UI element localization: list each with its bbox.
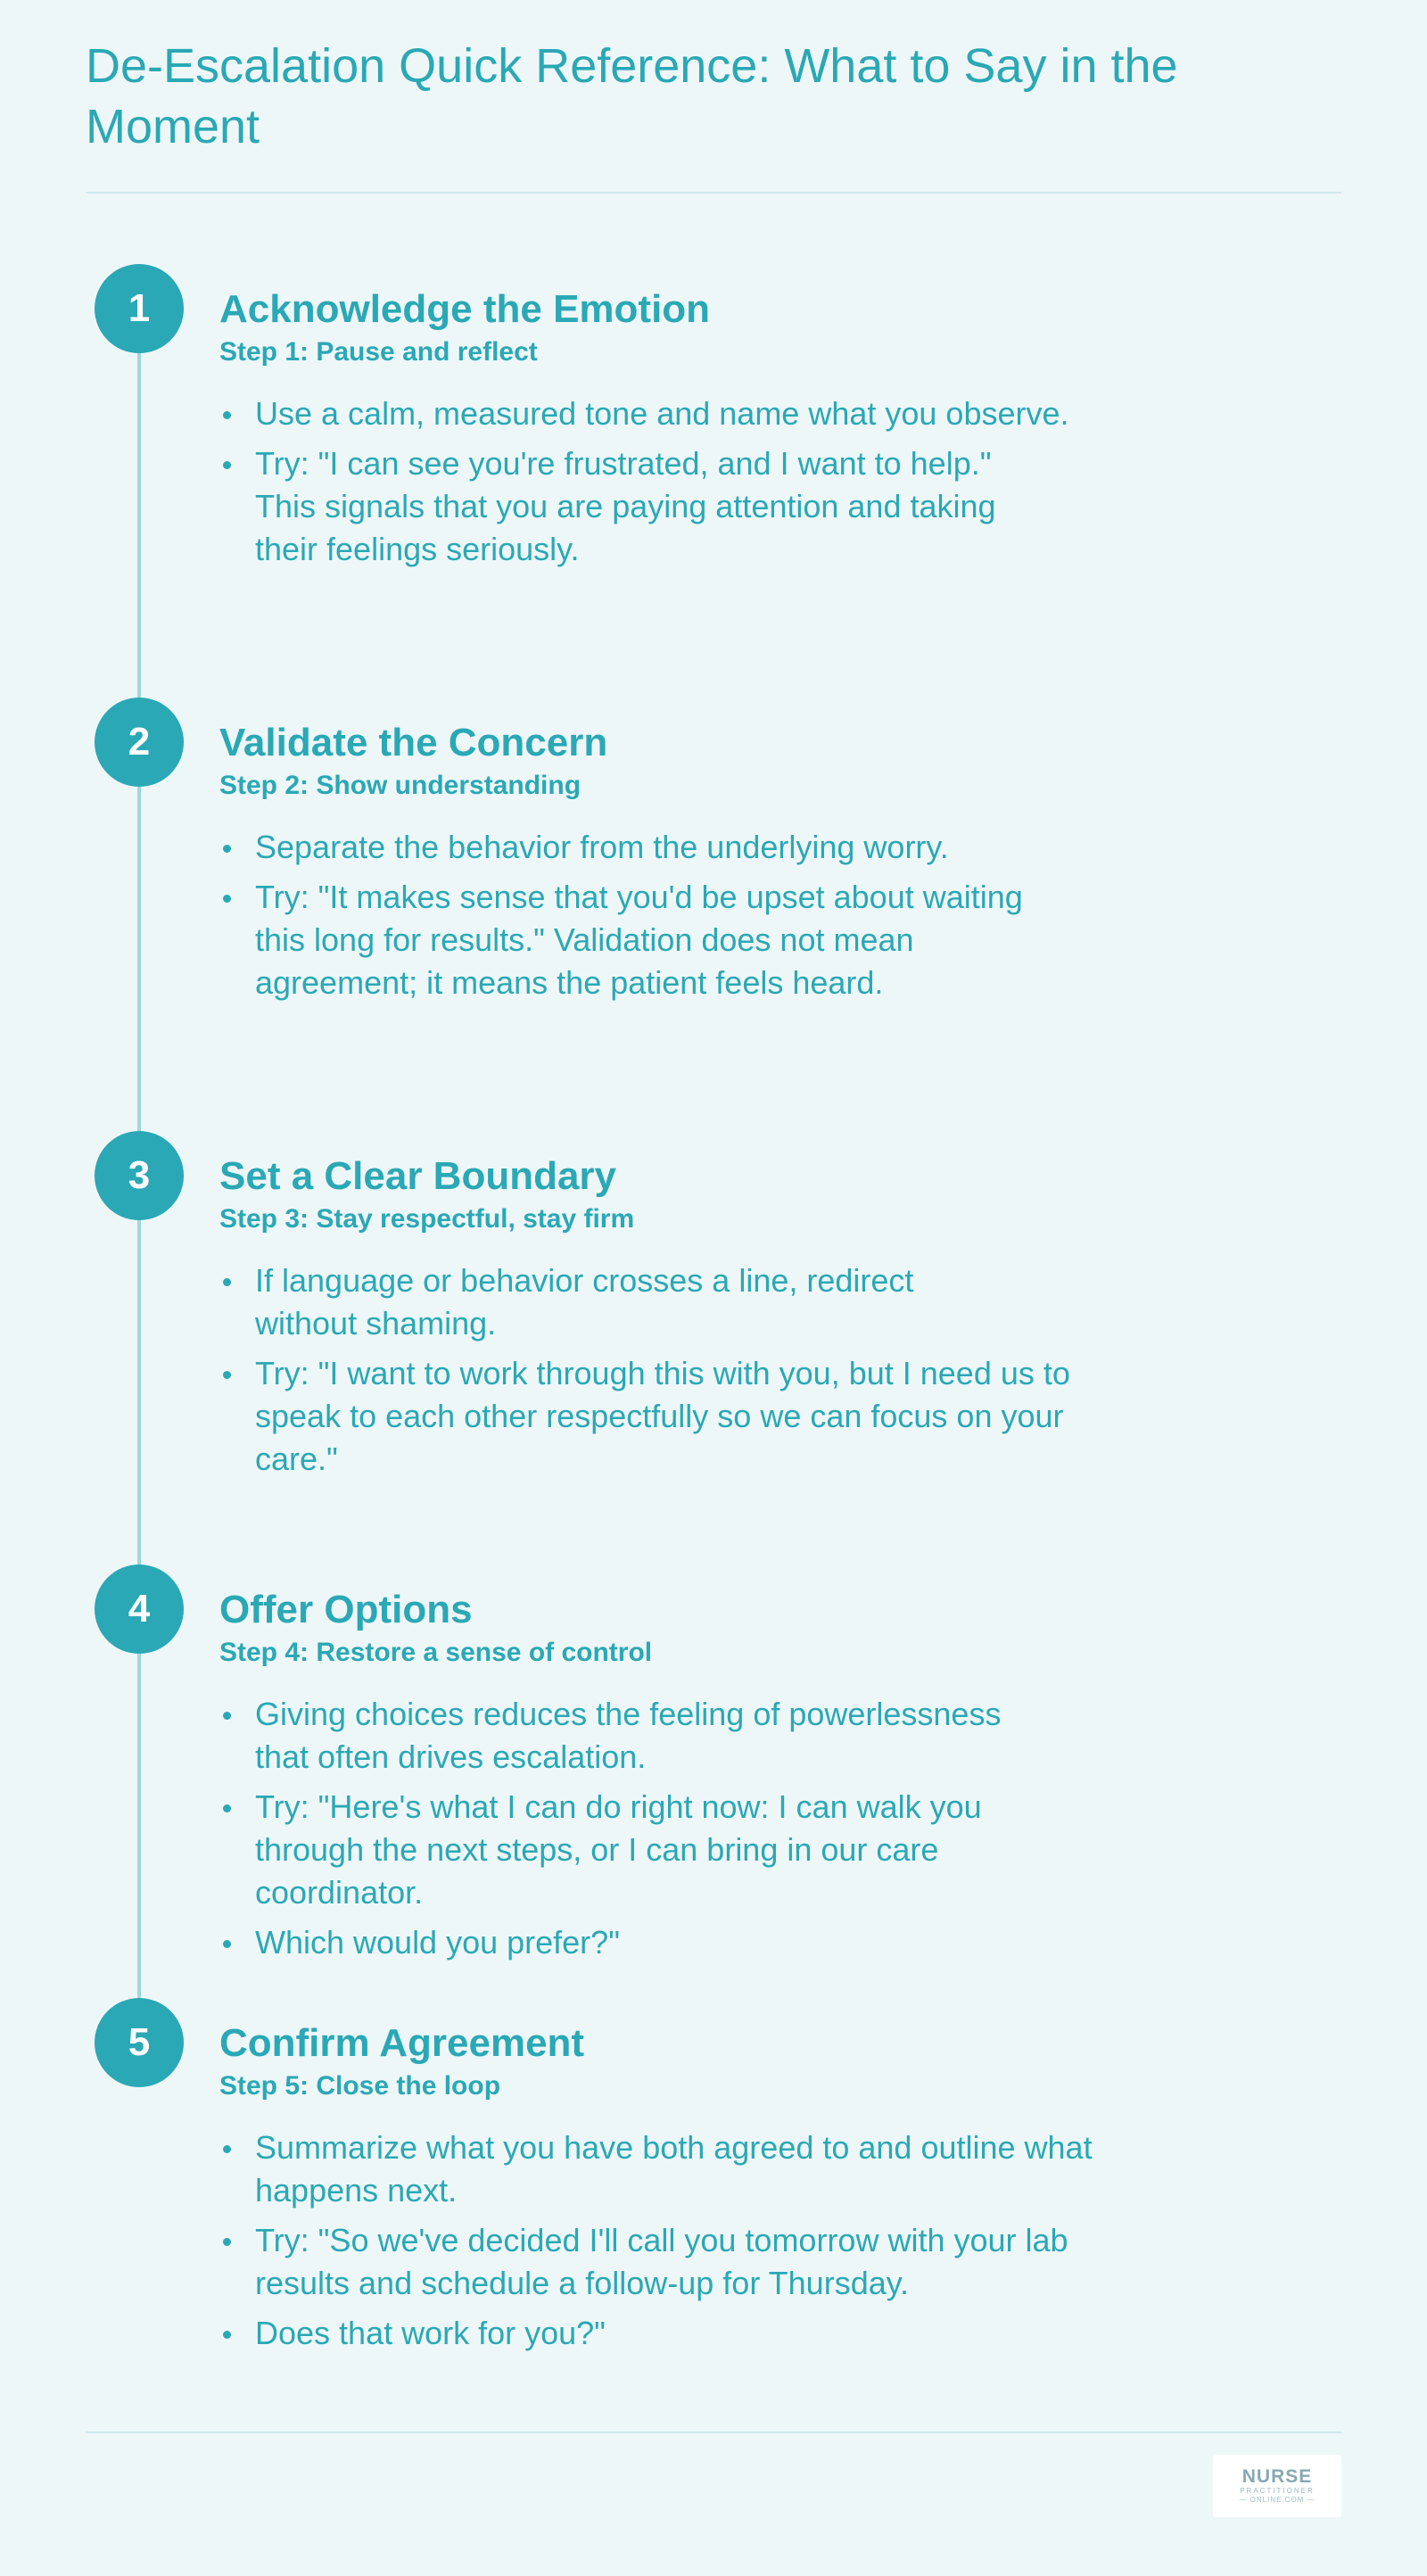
bullet-item: Try: "I can see you're frustrated, and I want to help." This signals that you are paying attention and taking their feelings seriously. [219, 442, 1058, 571]
brand-logo [1213, 2455, 1341, 2517]
step-number-badge: 4 [95, 1565, 184, 1654]
bullet-item: Giving choices reduces the feeling of powerlessness that often drives escalation. [219, 1693, 1058, 1779]
step-title: Set a Clear Boundary [219, 1154, 617, 1198]
bullet-item: Does that work for you?" [219, 2312, 1093, 2355]
step-title: Offer Options [219, 1588, 473, 1631]
step-subtitle: Step 5: Close the loop [219, 2071, 501, 2101]
step-number-badge: 5 [95, 1998, 184, 2087]
bullet-item: Try: "So we've decided I'll call you tomorrow with your lab results and schedule a follow-up for Thursday. [219, 2219, 1093, 2305]
step-subtitle: Step 3: Stay respectful, stay firm [219, 1204, 635, 1234]
bullet-item: Which would you prefer?" [219, 1921, 1058, 1964]
step-bullets [219, 392, 1165, 571]
bullet-item: Try: "I want to work through this with you, but I need us to speak to each other respectfully so we can focus on your care." [219, 1352, 1085, 1481]
bullet-item: If language or behavior crosses a line, redirect without shaming. [219, 1259, 1022, 1345]
step-subtitle: Step 4: Restore a sense of control [219, 1638, 653, 1667]
logo-line-2: PRACTITIONER [1240, 2487, 1315, 2495]
step-title: Acknowledge the Emotion [219, 287, 711, 331]
step-bullets [219, 1259, 1165, 1481]
step-title: Validate the Concern [219, 721, 608, 764]
step-bullets [219, 826, 1165, 1004]
step-number-badge: 3 [95, 1131, 184, 1220]
bullet-item: Try: "Here's what I can do right now: I can walk you through the next steps, or I can bring in our care coordinator. [219, 1786, 1058, 1914]
bullet-item: Separate the behavior from the underlying worry. [219, 826, 1165, 869]
logo-line-3: — ONLINE.COM — [1239, 2496, 1316, 2504]
logo-line-1: NURSE [1241, 2466, 1313, 2487]
step-number-badge: 2 [95, 698, 184, 787]
step-bullets [219, 1693, 1165, 1964]
bullet-item: Try: "It makes sense that you'd be upset about waiting this long for results." Validation does not mean agreement; it means the patient feels heard. [219, 876, 1076, 1004]
bullet-item: Use a calm, measured tone and name what you observe. [219, 392, 1165, 435]
step-bullets [219, 2126, 1165, 2355]
bullet-item: Summarize what you have both agreed to and outline what happens next. [219, 2126, 1165, 2212]
step-subtitle: Step 2: Show understanding [219, 771, 582, 800]
header-divider [86, 192, 1341, 194]
step-title: Confirm Agreement [219, 2021, 585, 2065]
page-title: De-Escalation Quick Reference: What to Say in the Moment [86, 39, 1178, 153]
footer-divider [86, 2432, 1341, 2433]
step-number-badge: 1 [95, 264, 184, 353]
step-subtitle: Step 1: Pause and reflect [219, 337, 538, 367]
